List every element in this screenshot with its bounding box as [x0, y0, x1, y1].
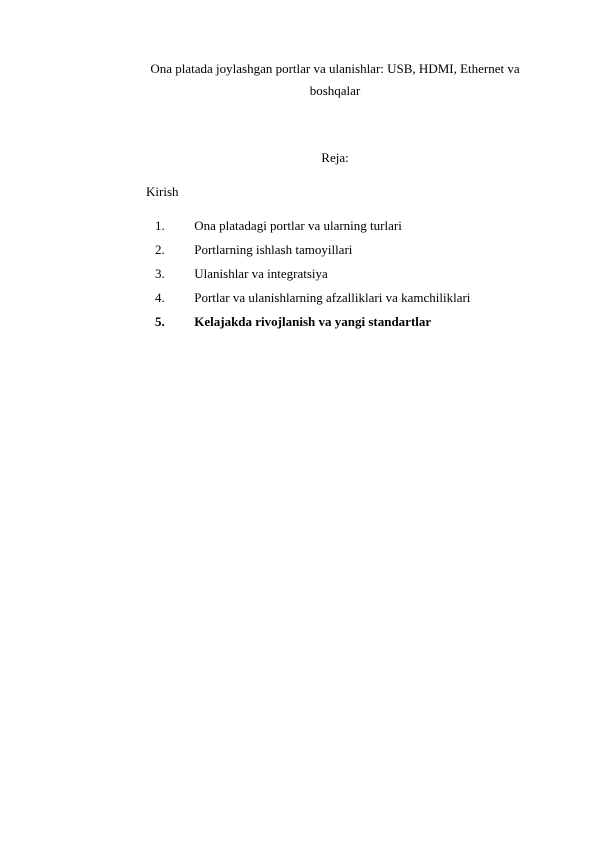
title-line-1: Ona platada joylashgan portlar va ulanishlar: USB, HDMI, Ethernet va: [150, 61, 520, 76]
plan-item-text: Ulanishlar va integratsiya: [194, 266, 328, 281]
plan-item-number: 4.: [155, 290, 165, 305]
plan-heading: Reja:: [321, 150, 349, 165]
plan-item-text: Ona platadagi portlar va ularning turlari: [194, 218, 402, 233]
plan-item-4: [155, 290, 470, 314]
intro-item: Kirish: [146, 184, 179, 199]
plan-item-3: [155, 266, 470, 290]
plan-item-text: Portlar va ulanishlarning afzalliklari va kamchiliklari: [194, 290, 471, 305]
plan-item-number: 2.: [155, 242, 165, 257]
title-line-2: boshqalar: [309, 83, 361, 98]
plan-item-1: [155, 218, 470, 242]
plan-item-5: [155, 314, 470, 338]
plan-item-text: Kelajakda rivojlanish va yangi standartlar: [194, 314, 432, 329]
plan-item-number: 5.: [155, 314, 165, 329]
document-title: [120, 58, 550, 102]
plan-item-number: 3.: [155, 266, 165, 281]
plan-item-2: [155, 242, 470, 266]
plan-item-text: Portlarning ishlash tamoyillari: [194, 242, 353, 257]
plan-item-number: 1.: [155, 218, 165, 233]
plan-list: [155, 218, 470, 338]
